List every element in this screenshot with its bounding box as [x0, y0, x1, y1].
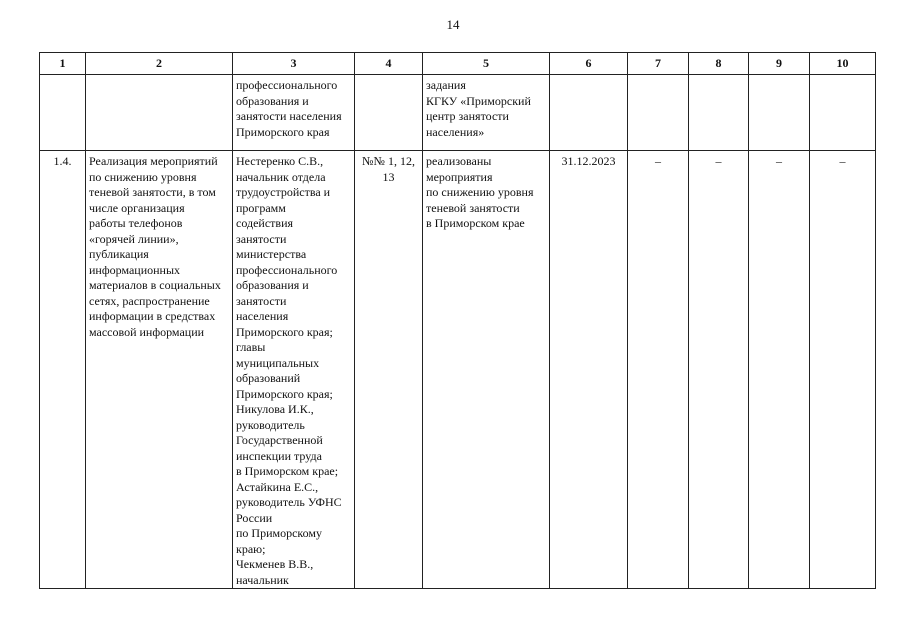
header-col-5: 5 [423, 53, 550, 75]
cell-col7 [628, 75, 689, 151]
header-col-6: 6 [550, 53, 628, 75]
row-col8: – [689, 151, 749, 589]
cell-col9 [749, 75, 810, 151]
row-date: 31.12.2023 [550, 151, 628, 589]
header-col-2: 2 [86, 53, 233, 75]
header-col-10: 10 [810, 53, 876, 75]
cell-result: задания КГКУ «Приморский центр занятости населения» [423, 75, 550, 151]
row-col9: – [749, 151, 810, 589]
cell-refs [355, 75, 423, 151]
header-col-8: 8 [689, 53, 749, 75]
continuation-row [40, 75, 876, 151]
row-col10: – [810, 151, 876, 589]
cell-col10 [810, 75, 876, 151]
row-number: 1.4. [40, 151, 86, 589]
row-refs: №№ 1, 12, 13 [355, 151, 423, 589]
page-number: 14 [446, 17, 460, 32]
cell-number [40, 75, 86, 151]
header-col-9: 9 [749, 53, 810, 75]
document-table [39, 52, 876, 589]
cell-responsible: профессионального образования и занятости населения Приморского края [233, 75, 355, 151]
table-row [40, 151, 876, 589]
header-col-3: 3 [233, 53, 355, 75]
row-responsible: Нестеренко С.В., начальник отдела трудоустройства и программ содействия занятости министерства профессионального образования и занятости населения Приморского края; главы муниципальных образований Приморского края; Никулова И.К., руководитель Государственной инспекции труда в Приморском крае; Астайкина Е.С., руководитель УФНС России по Приморскому краю; Чекменев В.В., начальник [233, 151, 355, 589]
header-col-7: 7 [628, 53, 689, 75]
row-result: реализованы мероприятия по снижению уровня теневой занятости в Приморском крае [423, 151, 550, 589]
cell-date [550, 75, 628, 151]
row-event: Реализация мероприятий по снижению уровня теневой занятости, в том числе организация работы телефонов «горячей линии», публикация информационных материалов в социальных сетях, распространение информации в средствах массовой информации [86, 151, 233, 589]
row-col7: – [628, 151, 689, 589]
header-row [40, 53, 876, 75]
header-col-1: 1 [40, 53, 86, 75]
cell-event [86, 75, 233, 151]
header-col-4: 4 [355, 53, 423, 75]
cell-col8 [689, 75, 749, 151]
